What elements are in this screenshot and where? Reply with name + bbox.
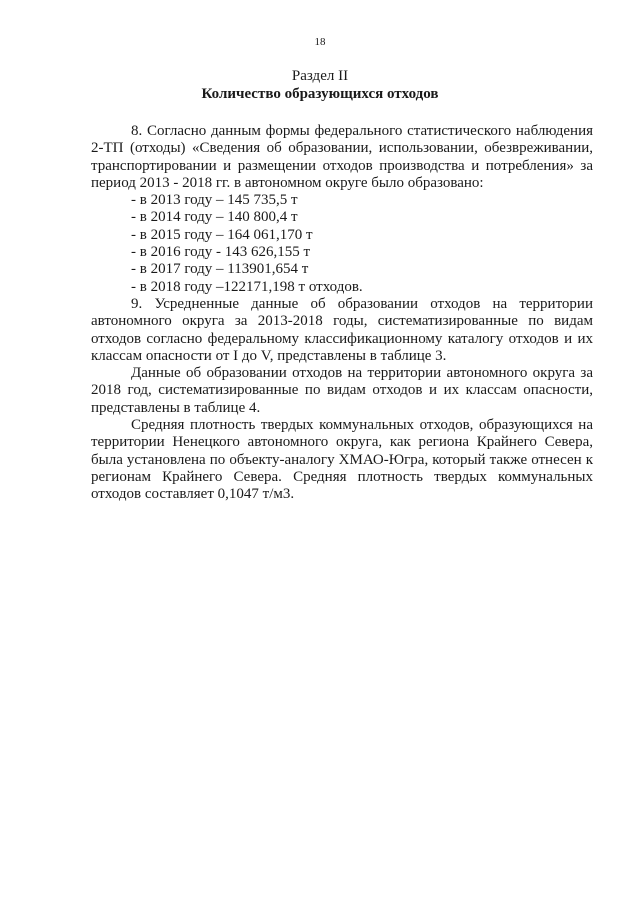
list-item: - в 2017 году – 113901,654 т [131,261,309,278]
list-item: - в 2013 году – 145 735,5 т [131,192,298,209]
list-item: - в 2018 году –122171,198 т отходов. [131,278,363,295]
section-label: Раздел II [291,68,349,84]
page-number: 18 [314,36,326,48]
list-item: - в 2016 году - 143 626,155 т [131,244,311,261]
section-title: Количество образующихся отходов [201,86,439,102]
paragraph-8: 8. Согласно данным формы федерального статистического наблюдения 2-ТП (отходы) «Сведения об образовании, использовании, обезвреживании, транспортировании и размещении отходов производства и потребления» за период 2013 - 2018 гг. в автономном округе было образовано: [91,123,593,191]
paragraph-data-2018: Данные об образовании отходов на территории автономного округа за 2018 год, систематизированные по видам отходов и их классам опасности, представлены в таблице 4. [91,365,593,416]
waste-by-year-list [91,192,593,296]
paragraph-9: 9. Усредненные данные об образовании отходов на территории автономного округа за 2013-2018 годы, систематизированные по видам отходов согласно федеральному классификационному каталогу отходов и их классам опасности от I до V, представлены в таблице 3. [91,295,593,364]
list-item: - в 2015 году – 164 061,170 т [131,226,313,243]
paragraph-density: Средняя плотность твердых коммунальных отходов, образующихся на территории Ненецкого автономного округа, как региона Крайнего Севера, была установлена по объекту-аналогу ХМАО-Югра, который также отнесен к регионам Крайнего Севера. Средняя плотность твердых коммунальных отходов составляет 0,1047 т/м3. [91,417,593,503]
list-item: - в 2014 году – 140 800,4 т [131,209,298,226]
body-text [91,123,593,504]
